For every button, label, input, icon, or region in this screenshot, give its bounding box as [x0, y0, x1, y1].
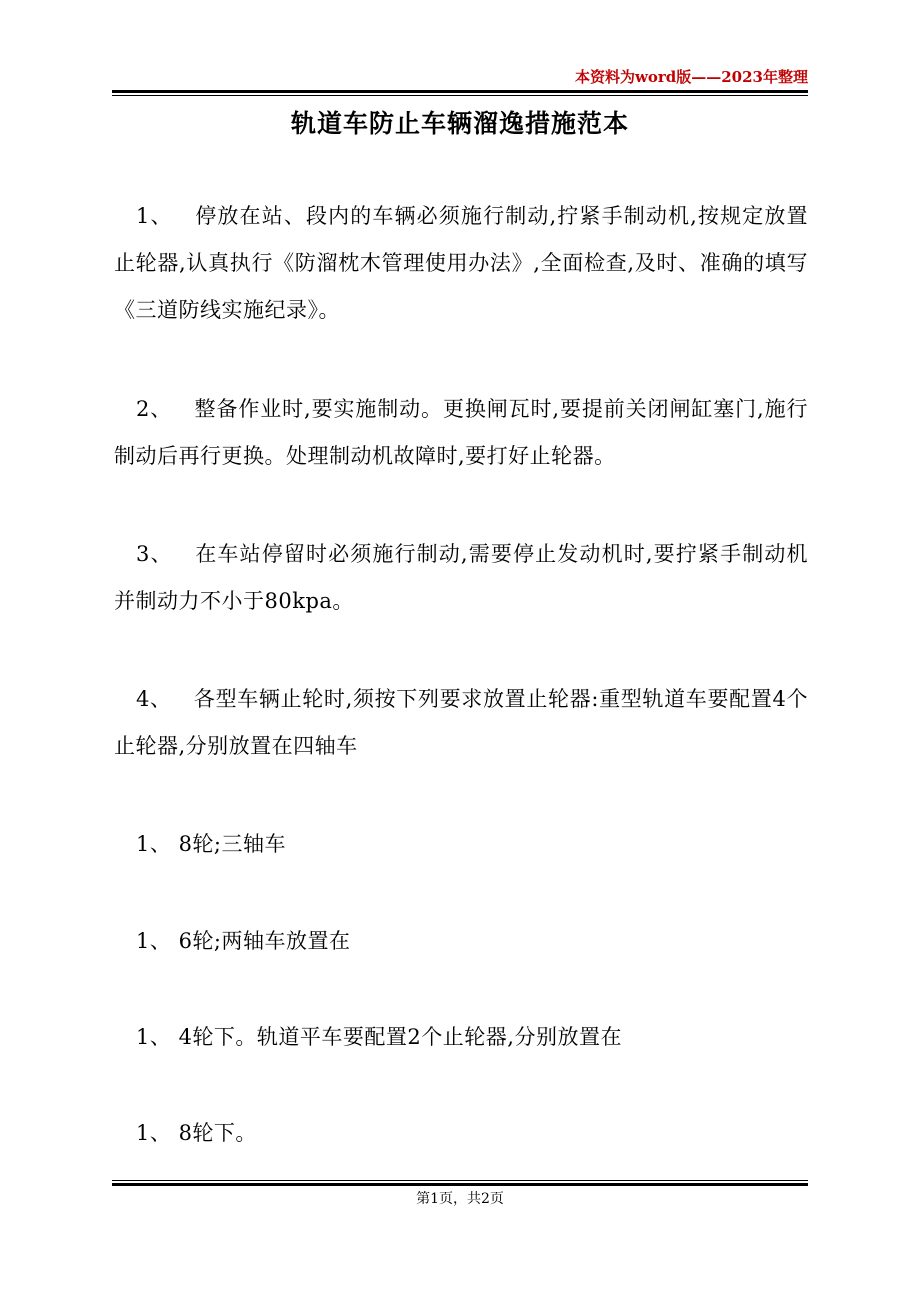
paragraph-1	[114, 193, 808, 334]
paragraph-number: 1、	[136, 1121, 172, 1145]
header-note: 本资料为word版——2023年整理	[574, 68, 808, 86]
paragraph-number: 1、	[136, 929, 172, 953]
paragraph-text: 4轮下。轨道平车要配置2个止轮器,分别放置在	[178, 1025, 622, 1049]
paragraph-6	[114, 918, 808, 965]
paragraph-number: 4、	[136, 687, 172, 711]
paragraph-8	[114, 1110, 808, 1157]
paragraph-text: 8轮;三轴车	[178, 832, 286, 856]
paragraph-number: 2、	[136, 397, 173, 421]
paragraph-5	[114, 821, 808, 868]
paragraph-number: 1、	[136, 1025, 172, 1049]
footer-rule-thin	[112, 1180, 808, 1181]
paragraph-number: 3、	[136, 542, 173, 566]
paragraph-3	[114, 531, 808, 625]
paragraph-text: 在车站停留时必须施行制动,需要停止发动机时,要拧紧手制动机并制动力不小于80kpa。	[114, 542, 808, 613]
paragraph-4	[114, 676, 808, 770]
header-rule-thin	[112, 95, 808, 96]
paragraph-text: 停放在站、段内的车辆必须施行制动,拧紧手制动机,按规定放置止轮器,认真执行《防溜枕木管理使用办法》,全面检查,及时、准确的填写《三道防线实施纪录》。	[114, 204, 808, 322]
paragraph-2	[114, 386, 808, 480]
header-rule-thick	[112, 90, 808, 93]
paragraph-7	[114, 1014, 808, 1061]
paragraph-text: 6轮;两轴车放置在	[178, 929, 351, 953]
paragraph-text: 整备作业时,要实施制动。更换闸瓦时,要提前关闭闸缸塞门,施行制动后再行更换。处理制动机故障时,要打好止轮器。	[114, 397, 808, 468]
paragraph-number: 1、	[136, 832, 172, 856]
paragraph-text: 8轮下。	[178, 1121, 257, 1145]
paragraph-number: 1、	[136, 204, 173, 228]
page-number: 第1页，共2页	[416, 1191, 504, 1207]
paragraph-text: 各型车辆止轮时,须按下列要求放置止轮器:重型轨道车要配置4个止轮器,分别放置在四轴车	[114, 687, 808, 758]
footer-rule-thick	[112, 1183, 808, 1186]
document-title: 轨道车防止车辆溜逸措施范本	[290, 109, 629, 138]
